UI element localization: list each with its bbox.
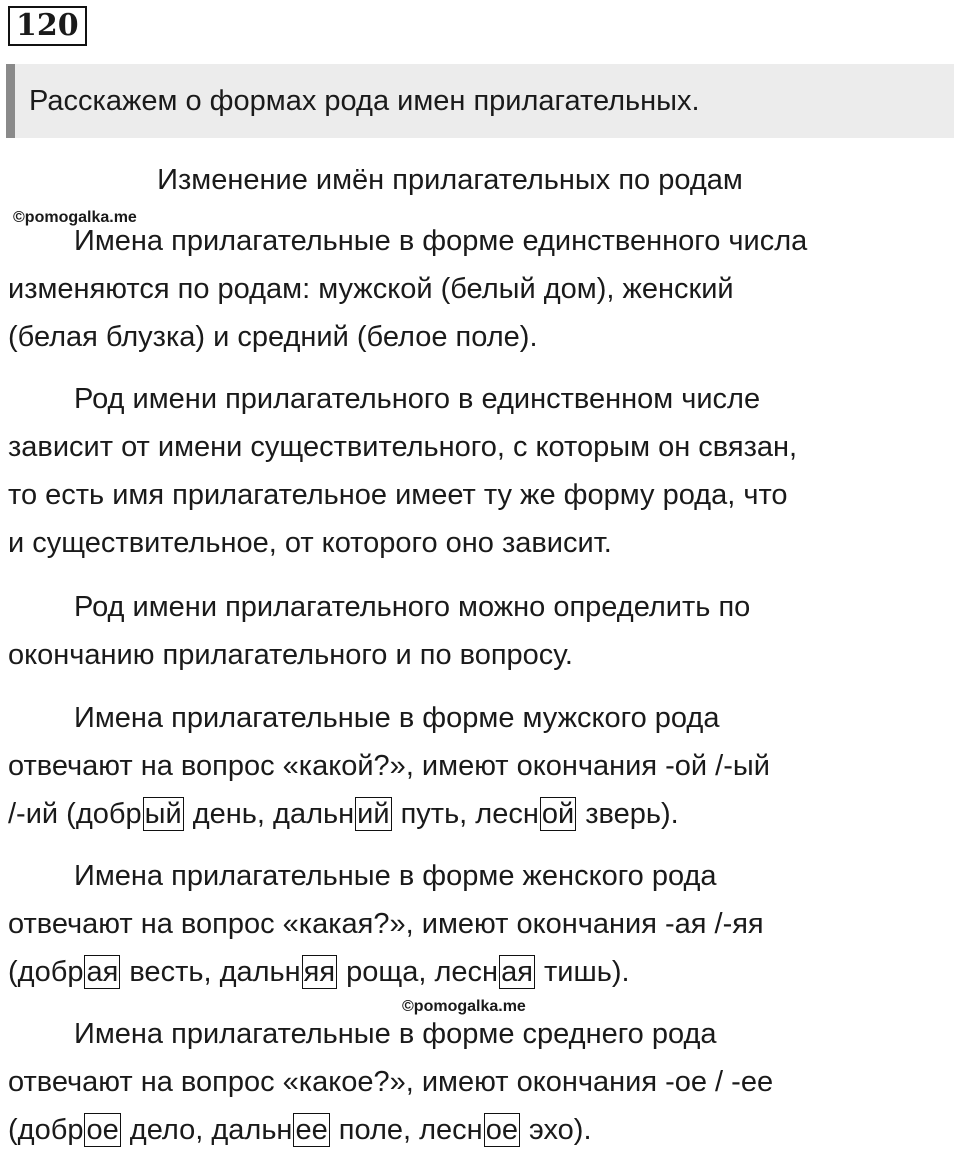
watermark-bottom: ©pomogalka.me — [402, 998, 526, 1015]
example-text: поле, лесн — [330, 1114, 483, 1146]
boxed-ending: ая — [86, 956, 119, 988]
boxed-ending: ый — [144, 798, 182, 830]
task-number: 120 — [8, 6, 87, 46]
paragraph-line: Имена прилагательные в форме женского рода — [74, 860, 717, 892]
example-text: эхо). — [520, 1114, 592, 1146]
paragraph-line: отвечают на вопрос «какой?», имеют окончания -ой /-ый — [8, 750, 770, 782]
examples-line — [8, 790, 953, 838]
paragraph-feminine — [8, 852, 953, 996]
paragraph-line: Род имени прилагательного в единственном числе — [74, 383, 761, 415]
boxed-ending: ая — [501, 956, 533, 988]
paragraph-line: (белая блузка) и средний (белое поле). — [8, 321, 538, 353]
paragraph-masculine — [8, 694, 953, 838]
paragraph-line: зависит от имени существительного, с которым он связан, — [8, 431, 798, 463]
examples-line — [8, 1106, 953, 1154]
paragraph-line: Род имени прилагательного можно определить по — [74, 591, 751, 623]
paragraph-line: Имена прилагательные в форме единственного числа — [74, 225, 808, 257]
examples-line — [8, 948, 953, 996]
paragraph-neuter — [8, 1010, 953, 1154]
boxed-ending: ое — [86, 1114, 119, 1146]
boxed-ending: ой — [541, 798, 575, 830]
example-text: роща, лесн — [338, 956, 499, 988]
boxed-ending: яя — [303, 956, 336, 988]
example-text: путь, лесн — [392, 798, 539, 830]
task-prompt: Расскажем о формах рода имен прилагательных. — [29, 85, 700, 117]
paragraph-line: отвечают на вопрос «какая?», имеют окончания -ая /-яя — [8, 908, 764, 940]
paragraph-line: отвечают на вопрос «какое?», имеют окончания -ое / -ее — [8, 1066, 774, 1098]
task-prompt-bar — [6, 64, 954, 138]
example-text: (добр — [8, 956, 84, 988]
paragraph-2 — [8, 375, 953, 567]
example-text: дело, дальн — [121, 1114, 293, 1146]
paragraph-3 — [8, 583, 953, 679]
boxed-ending: ий — [357, 798, 390, 830]
paragraph-line: Имена прилагательные в форме мужского рода — [74, 702, 720, 734]
boxed-ending: ое — [485, 1114, 518, 1146]
section-subtitle: Изменение имён прилагательных по родам — [157, 164, 743, 196]
example-text: зверь). — [577, 798, 679, 830]
paragraph-line: Имена прилагательные в форме среднего рода — [74, 1018, 717, 1050]
paragraph-line: то есть имя прилагательное имеет ту же форму рода, что — [8, 479, 788, 511]
example-text: тишь). — [535, 956, 630, 988]
paragraph-1 — [8, 217, 953, 361]
example-text: день, дальн — [184, 798, 355, 830]
watermark-top: ©pomogalka.me — [13, 209, 137, 226]
paragraph-line: изменяются по родам: мужской (белый дом), женский — [8, 273, 734, 305]
example-text: (добр — [8, 1114, 84, 1146]
example-text: /-ий (добр — [8, 798, 142, 830]
boxed-ending: ее — [295, 1114, 328, 1146]
paragraph-line: и существительное, от которого оно зависит. — [8, 527, 612, 559]
paragraph-line: окончанию прилагательного и по вопросу. — [8, 639, 573, 671]
example-text: весть, дальн — [121, 956, 301, 988]
